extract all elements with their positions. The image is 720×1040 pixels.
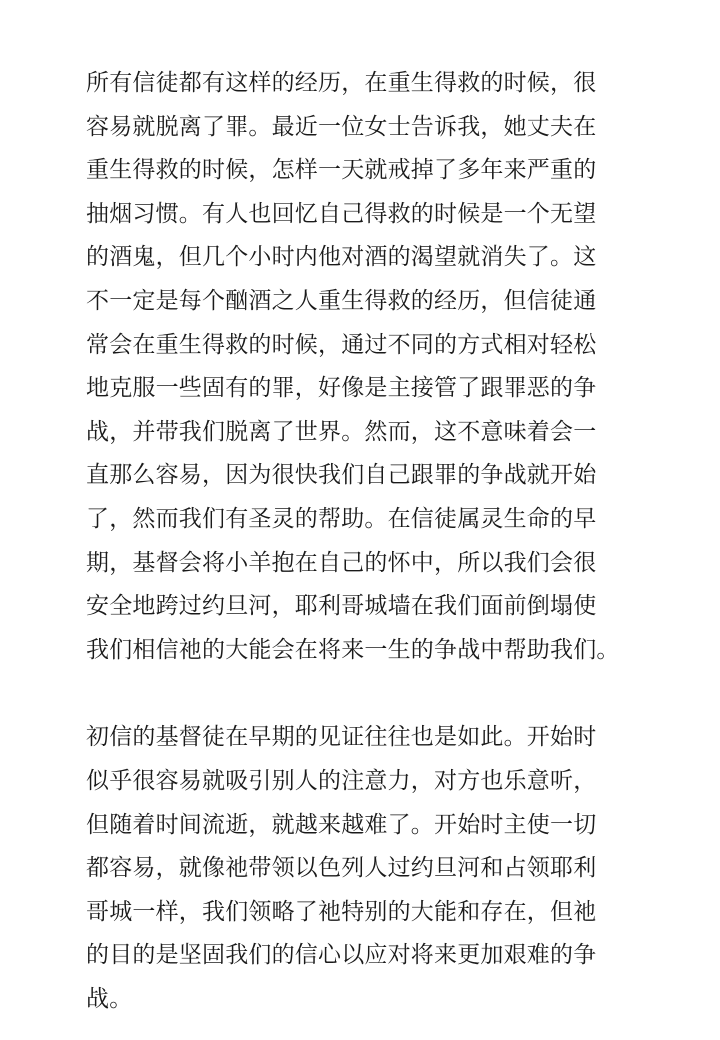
- text-line: 地克服一些固有的罪，好像是主接管了跟罪恶的争: [86, 375, 597, 402]
- text-line: 了，然而我们有圣灵的帮助。在信徒属灵生命的早: [86, 505, 597, 532]
- text-line: 的目的是坚固我们的信心以应对将来更加艰难的争: [86, 942, 597, 969]
- text-line: 我们相信祂的大能会在将来一生的争战中帮助我们。: [86, 636, 620, 663]
- text-line: 但随着时间流逝，就越来越难了。开始时主使一切: [86, 811, 597, 838]
- text-line: 似乎很容易就吸引别人的注意力，对方也乐意听，: [86, 767, 597, 794]
- text-line: 战，并带我们脱离了世界。然而，这不意味着会一: [86, 418, 597, 445]
- text-line: 直那么容易，因为很快我们自己跟罪的争战就开始: [86, 462, 597, 489]
- text-line: 所有信徒都有这样的经历，在重生得救的时候，很: [86, 70, 597, 96]
- paragraph-1: [86, 62, 686, 672]
- text-line: 哥城一样，我们领略了祂特别的大能和存在，但祂: [86, 898, 597, 925]
- text-line: 不一定是每个酗酒之人重生得救的经历，但信徒通: [86, 287, 597, 314]
- text-line: 战。: [86, 985, 133, 1012]
- text-line: 常会在重生得救的时候，通过不同的方式相对轻松: [86, 331, 597, 358]
- text-line: 重生得救的时候，怎样一天就戒掉了多年来严重的: [86, 157, 597, 184]
- paragraph-2: [86, 716, 686, 1021]
- text-line: 的酒鬼，但几个小时内他对酒的渴望就消失了。这: [86, 244, 597, 271]
- article-body: [86, 62, 686, 1021]
- text-line: 抽烟习惯。有人也回忆自己得救的时候是一个无望: [86, 200, 597, 227]
- text-line: 期，基督会将小羊抱在自己的怀中，所以我们会很: [86, 549, 597, 576]
- paragraph-spacer: [86, 672, 686, 716]
- text-line: 容易就脱离了罪。最近一位女士告诉我，她丈夫在: [86, 113, 597, 140]
- text-line: 都容易，就像祂带领以色列人过约旦河和占领耶利: [86, 855, 597, 882]
- text-line: 初信的基督徒在早期的见证往往也是如此。开始时: [86, 724, 597, 751]
- text-line: 安全地跨过约旦河，耶利哥城墙在我们面前倒塌使: [86, 593, 597, 620]
